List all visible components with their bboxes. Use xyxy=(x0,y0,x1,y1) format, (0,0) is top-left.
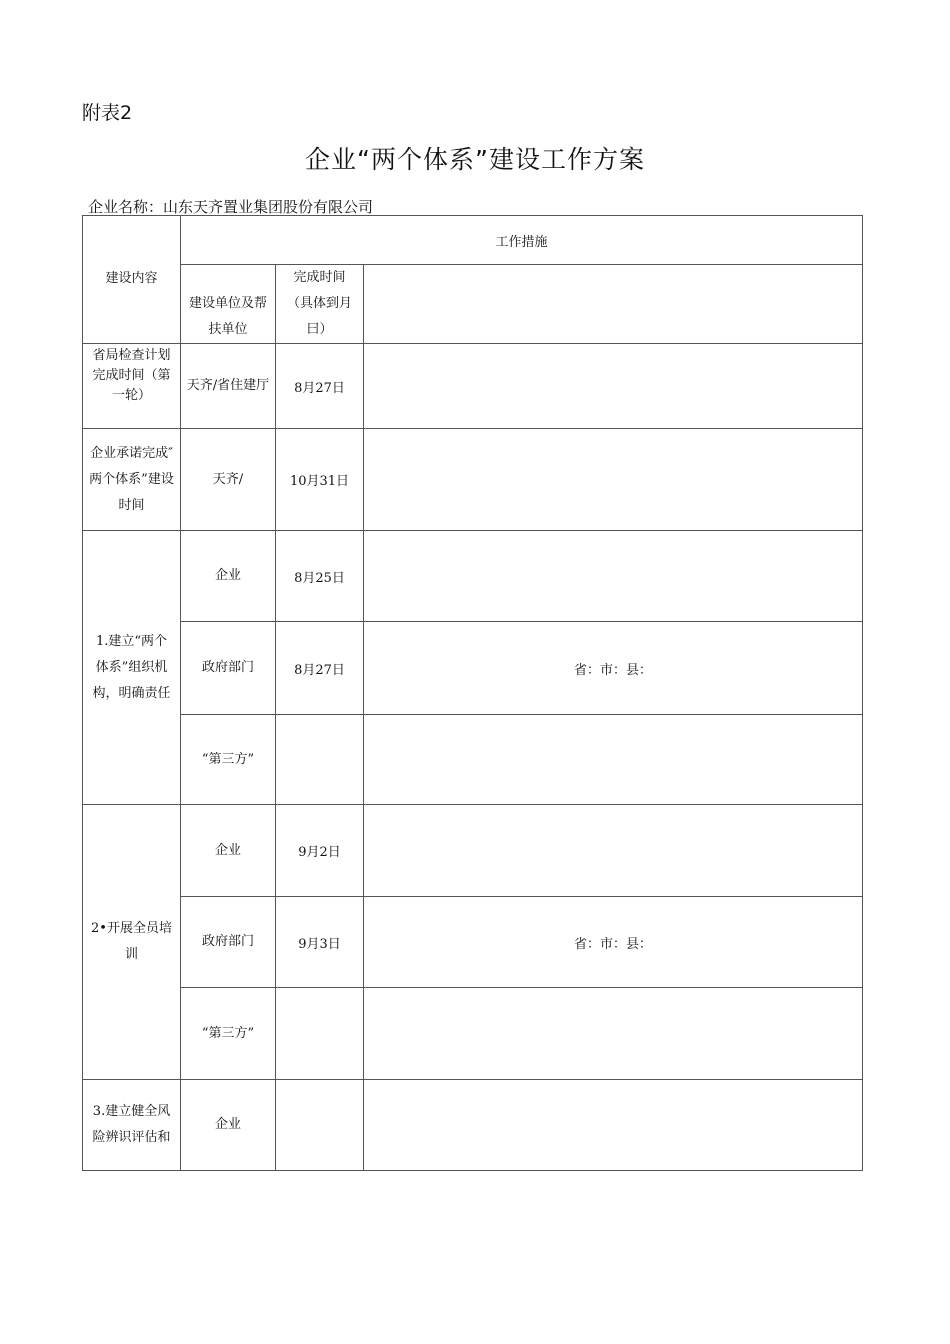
header-measure-blank xyxy=(364,265,863,344)
table-row xyxy=(83,531,863,622)
table-subheader-row xyxy=(83,265,863,344)
table-header-row xyxy=(83,216,863,265)
row-unit: 政府部门 xyxy=(181,897,276,988)
row-measure xyxy=(364,429,863,531)
section-content: 3.建立健全风险辨识评估和 xyxy=(83,1080,181,1171)
row-measure: 省：市：县： xyxy=(364,897,863,988)
row-measure xyxy=(364,715,863,805)
header-unit: 建设单位及帮扶单位 xyxy=(181,265,276,344)
appendix-label: 附表2 xyxy=(82,102,133,124)
row-date: 8月27日 xyxy=(276,622,364,715)
row-date xyxy=(276,1080,364,1171)
row-unit: 企业 xyxy=(181,805,276,897)
row-content: 省局检查计划完成时间（第一轮） xyxy=(83,344,181,429)
row-measure xyxy=(364,805,863,897)
row-date: 8月27日 xyxy=(276,344,364,429)
row-unit: 天齐/ xyxy=(181,429,276,531)
row-measure xyxy=(364,344,863,429)
work-plan-table xyxy=(82,215,863,1171)
company-name: 企业名称：山东天齐置业集团股份有限公司 xyxy=(88,198,374,216)
row-unit: 政府部门 xyxy=(181,622,276,715)
row-measure xyxy=(364,988,863,1080)
row-unit: “第三方” xyxy=(181,988,276,1080)
row-date: 10月31日 xyxy=(276,429,364,531)
row-date: 9月2日 xyxy=(276,805,364,897)
row-measure xyxy=(364,531,863,622)
table-row xyxy=(83,429,863,531)
row-measure xyxy=(364,1080,863,1171)
table-row xyxy=(83,897,863,988)
table-row xyxy=(83,715,863,805)
row-date xyxy=(276,715,364,805)
row-unit: 天齐/省住建厅 xyxy=(181,344,276,429)
row-date: 8月25日 xyxy=(276,531,364,622)
row-measure: 省：市：县： xyxy=(364,622,863,715)
header-time: 完成时间（具体到月曰） xyxy=(276,265,364,344)
header-content: 建设内容 xyxy=(83,216,181,344)
table-row xyxy=(83,988,863,1080)
table-row xyxy=(83,622,863,715)
table-row xyxy=(83,805,863,897)
page-title: 企业“两个体系”建设工作方案 xyxy=(305,145,645,174)
table-row xyxy=(83,1080,863,1171)
section-content: 1.建立“两个体系”组织机构，明确责任 xyxy=(83,531,181,805)
row-unit: “第三方” xyxy=(181,715,276,805)
section-content: 2•开展全员培训 xyxy=(83,805,181,1080)
row-date: 9月3日 xyxy=(276,897,364,988)
row-date xyxy=(276,988,364,1080)
table-row xyxy=(83,344,863,429)
row-content: 企业承诺完成″两个体系”建设时间 xyxy=(83,429,181,531)
row-unit: 企业 xyxy=(181,1080,276,1171)
row-unit: 企业 xyxy=(181,531,276,622)
header-measures: 工作措施 xyxy=(181,216,863,265)
